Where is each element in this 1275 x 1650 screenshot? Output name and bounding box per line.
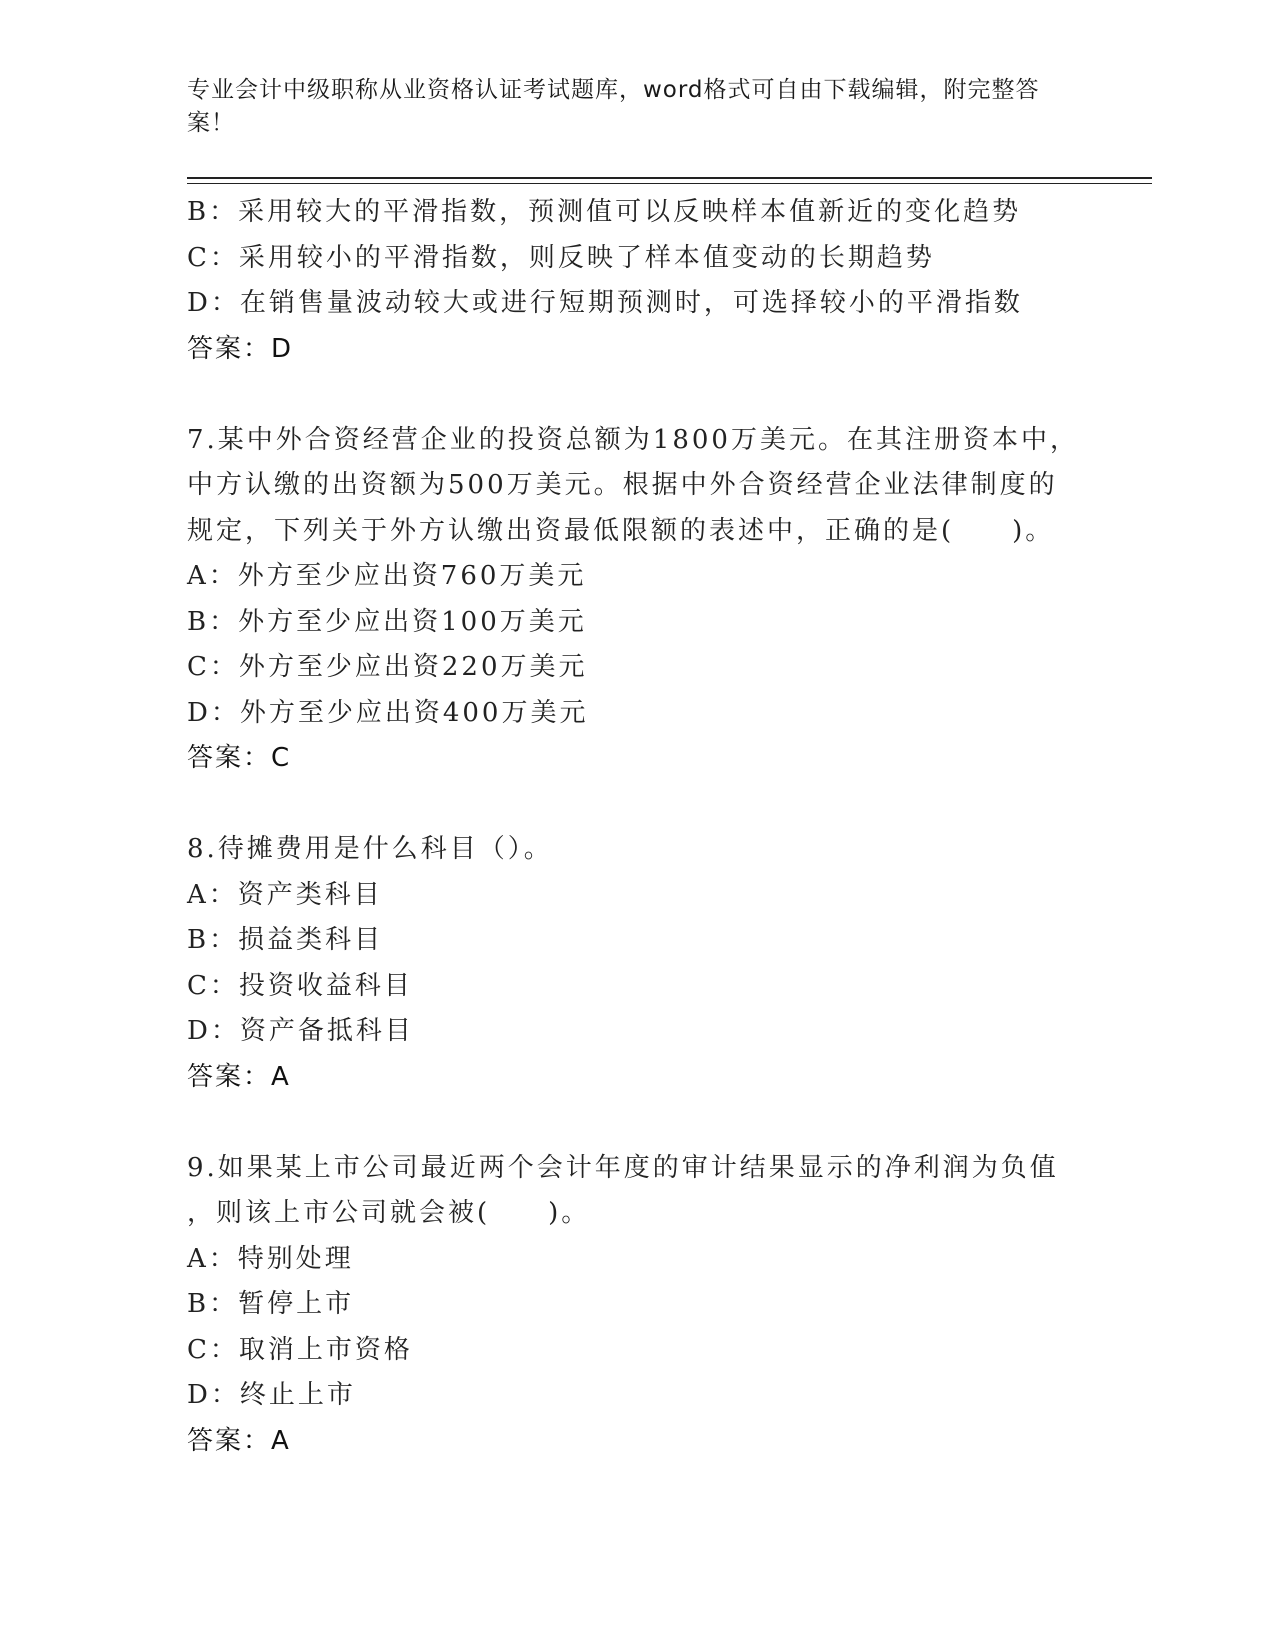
answer-line: 答案：A (187, 1061, 291, 1092)
option-a: A：外方至少应出资760万美元 (187, 561, 587, 591)
option-b: B：损益类科目 (187, 925, 384, 955)
option-d: D：在销售量波动较大或进行短期预测时，可选择较小的平滑指数 (187, 288, 1023, 318)
option-c: C：采用较小的平滑指数，则反映了样本值变动的长期趋势 (187, 242, 935, 273)
question-stem: ，则该上市公司就会被( )。 (187, 1198, 591, 1228)
answer-line: 答案：D (187, 333, 294, 364)
option-c: C：取消上市资格 (187, 1334, 413, 1365)
question-7 (187, 418, 1087, 782)
option-c: C：外方至少应出资220万美元 (187, 652, 588, 682)
option-b: B：采用较大的平滑指数，预测值可以反映样本值新近的变化趋势 (187, 197, 1022, 227)
document-header: 专业会计中级职称从业资格认证考试题库，word格式可自由下载编辑，附完整答案！ (187, 77, 1040, 136)
option-d: D：终止上市 (187, 1380, 356, 1410)
question-stem: 中方认缴的出资额为500万美元。根据中外合资经营企业法律制度的 (187, 470, 1058, 500)
question-list (187, 190, 1087, 1464)
spacer (187, 1100, 1087, 1146)
header-divider-thin (187, 183, 1152, 184)
question-stem: 规定，下列关于外方认缴出资最低限额的表述中，正确的是( )。 (187, 515, 1055, 546)
option-d: D：外方至少应出资400万美元 (187, 697, 589, 728)
option-b: B：外方至少应出资100万美元 (187, 606, 587, 637)
question-stem: 8.待摊费用是什么科目（）。 (187, 834, 553, 864)
answer-line: 答案：C (187, 743, 292, 773)
option-a: A：资产类科目 (187, 879, 383, 910)
option-c: C：投资收益科目 (187, 970, 413, 1001)
spacer (187, 782, 1087, 828)
question-6-continued (187, 190, 1087, 372)
option-b: B：暂停上市 (187, 1289, 355, 1319)
option-a: A：特别处理 (187, 1243, 354, 1274)
header-divider-thick (187, 177, 1152, 179)
answer-line: 答案：A (187, 1425, 291, 1456)
spacer (187, 372, 1087, 418)
question-stem: 9.如果某上市公司最近两个会计年度的审计结果显示的净利润为负值 (187, 1152, 1059, 1183)
question-9 (187, 1146, 1087, 1465)
option-d: D：资产备抵科目 (187, 1016, 414, 1046)
question-stem: 7.某中外合资经营企业的投资总额为1800万美元。在其注册资本中， (187, 424, 1079, 455)
question-8 (187, 827, 1087, 1100)
